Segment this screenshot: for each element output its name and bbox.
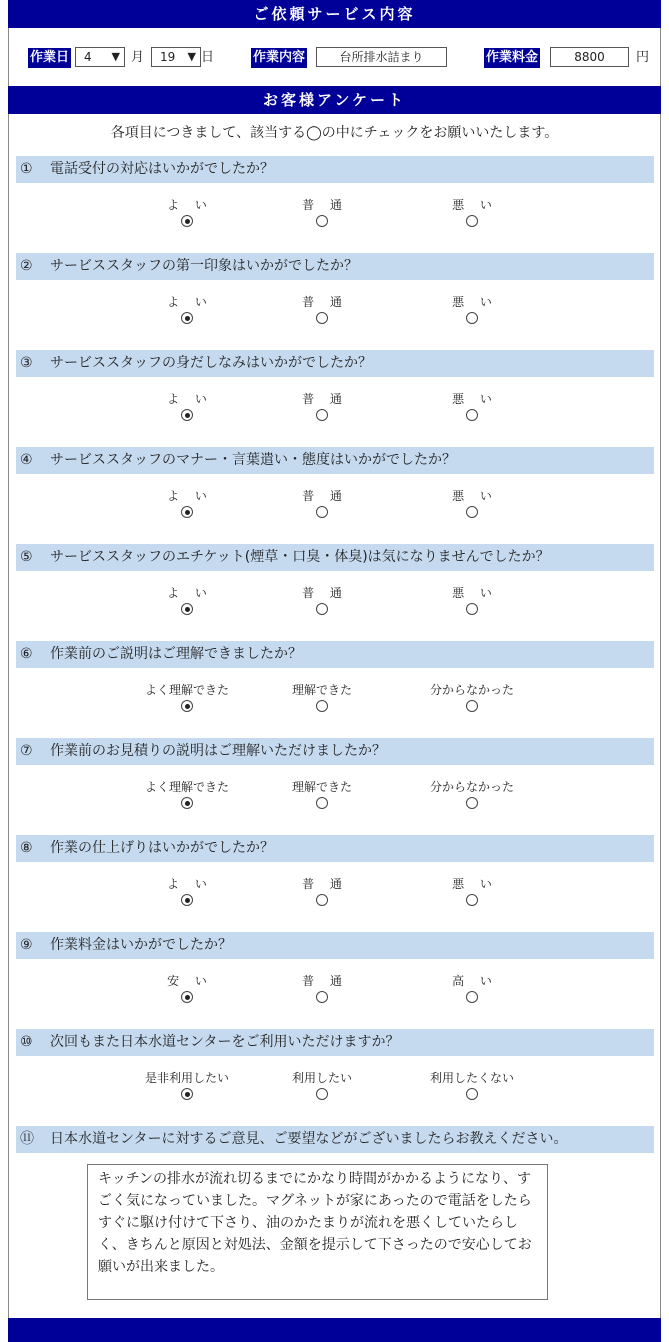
radio-button[interactable] <box>181 1088 193 1100</box>
answer-option <box>402 682 542 712</box>
question-number: ① <box>20 161 33 177</box>
option-label: 是非利用したい <box>144 1071 229 1085</box>
option-label: 普 通 <box>302 877 348 891</box>
answer-option <box>117 973 257 1003</box>
question-number: ⑥ <box>20 646 33 662</box>
option-label: 普 通 <box>302 198 348 212</box>
radio-button[interactable] <box>466 409 478 421</box>
question-3 <box>16 350 654 377</box>
question-number: ⑤ <box>20 549 33 565</box>
option-label: 普 通 <box>302 489 348 503</box>
service-row <box>8 28 661 86</box>
answer-option <box>402 876 542 906</box>
radio-button[interactable] <box>316 797 328 809</box>
radio-button[interactable] <box>316 409 328 421</box>
answer-option <box>117 682 257 712</box>
radio-button[interactable] <box>466 1088 478 1100</box>
option-label: よ い <box>167 877 213 891</box>
fee-label: 作業料金 <box>484 48 540 68</box>
option-label: よく理解できた <box>144 683 229 697</box>
option-label: 分からなかった <box>429 780 514 794</box>
radio-button[interactable] <box>466 797 478 809</box>
question-5 <box>16 544 654 571</box>
radio-button[interactable] <box>181 894 193 906</box>
answer-option <box>252 488 392 518</box>
answer-option <box>117 197 257 227</box>
answer-option <box>117 391 257 421</box>
answer-option <box>252 391 392 421</box>
answer-option <box>252 197 392 227</box>
radio-button[interactable] <box>181 700 193 712</box>
month-select[interactable] <box>75 47 125 67</box>
answer-option <box>252 1070 392 1100</box>
question-text: サービススタッフのエチケット(煙草・口臭・体臭)は気になりませんでしたか？ <box>50 549 550 565</box>
answer-option <box>117 488 257 518</box>
question-number: ⑪ <box>20 1131 34 1147</box>
radio-button[interactable] <box>466 991 478 1003</box>
option-label: 理解できた <box>291 780 352 794</box>
option-label: よ い <box>167 392 213 406</box>
answer-option <box>402 294 542 324</box>
content-label: 作業内容 <box>251 48 307 68</box>
question-text: サービススタッフの身だしなみはいかがでしたか？ <box>50 355 372 371</box>
question-text: 作業前のお見積りの説明はご理解いただけましたか？ <box>50 743 386 759</box>
question-4 <box>16 447 654 474</box>
option-label: 分からなかった <box>429 683 514 697</box>
answer-option <box>117 585 257 615</box>
radio-button[interactable] <box>181 506 193 518</box>
radio-button[interactable] <box>466 215 478 227</box>
answer-option <box>117 294 257 324</box>
radio-button[interactable] <box>316 1088 328 1100</box>
service-header: ご依頼サービス内容 <box>8 0 661 28</box>
option-label: 悪 い <box>452 295 498 309</box>
question-1 <box>16 156 654 183</box>
answer-option <box>402 1070 542 1100</box>
radio-button[interactable] <box>466 894 478 906</box>
answer-option <box>252 682 392 712</box>
date-label: 作業日 <box>28 48 71 68</box>
question-text: サービススタッフの第一印象はいかがでしたか？ <box>50 258 358 274</box>
option-label: 理解できた <box>291 683 352 697</box>
survey-intro: 各項目につきまして、該当する◯の中にチェックをお願いいたします。 <box>110 125 559 141</box>
option-label: 利用したくない <box>429 1071 514 1085</box>
question-text: 作業料金はいかがでしたか？ <box>50 937 232 953</box>
answer-option <box>117 1070 257 1100</box>
radio-button[interactable] <box>316 506 328 518</box>
footer-bar <box>8 1318 661 1342</box>
question-text: サービススタッフのマナー・言葉遣い・態度はいかがでしたか？ <box>50 452 456 468</box>
option-label: 普 通 <box>302 974 348 988</box>
option-label: よ い <box>167 198 213 212</box>
option-label: 普 通 <box>302 392 348 406</box>
radio-button[interactable] <box>316 894 328 906</box>
question-number: ⑨ <box>20 937 33 953</box>
option-label: よ い <box>167 489 213 503</box>
radio-button[interactable] <box>316 700 328 712</box>
answer-option <box>252 876 392 906</box>
answer-option <box>402 488 542 518</box>
question-text: 次回もまた日本水道センターをご利用いただけますか？ <box>50 1034 400 1050</box>
question-text: 作業前のご説明はご理解できましたか？ <box>50 646 302 662</box>
option-label: 悪 い <box>452 586 498 600</box>
radio-button[interactable] <box>181 409 193 421</box>
answer-option <box>402 779 542 809</box>
question-9 <box>16 932 654 959</box>
question-7 <box>16 738 654 765</box>
question-number: ⑧ <box>20 840 33 856</box>
day-unit: 日 <box>201 50 215 65</box>
day-value: 19 <box>160 50 176 64</box>
question-number: ⑩ <box>20 1034 33 1050</box>
content-field[interactable]: 台所排水詰まり <box>316 47 447 67</box>
answer-option <box>402 197 542 227</box>
radio-button[interactable] <box>316 215 328 227</box>
answer-option <box>117 876 257 906</box>
answer-option <box>402 585 542 615</box>
survey-header: お客様アンケート <box>8 86 661 114</box>
question-number: ④ <box>20 452 33 468</box>
answer-option <box>252 779 392 809</box>
radio-button[interactable] <box>181 215 193 227</box>
question-number: ⑦ <box>20 743 33 759</box>
radio-button[interactable] <box>316 991 328 1003</box>
option-label: 悪 い <box>452 392 498 406</box>
radio-button[interactable] <box>466 506 478 518</box>
question-6 <box>16 641 654 668</box>
question-number: ② <box>20 258 33 274</box>
option-label: 高 い <box>452 974 498 988</box>
question-11 <box>16 1126 654 1153</box>
question-number: ③ <box>20 355 33 371</box>
chevron-down-icon: ▼ <box>111 50 120 63</box>
chevron-down-icon: ▼ <box>187 50 196 63</box>
answer-option <box>402 391 542 421</box>
fee-unit: 円 <box>636 50 650 65</box>
radio-button[interactable] <box>316 603 328 615</box>
option-label: 悪 い <box>452 198 498 212</box>
option-label: 安 い <box>167 974 213 988</box>
option-label: 普 通 <box>302 295 348 309</box>
radio-button[interactable] <box>181 603 193 615</box>
question-text: 電話受付の対応はいかがでしたか？ <box>50 161 274 177</box>
option-label: 普 通 <box>302 586 348 600</box>
radio-button[interactable] <box>181 312 193 324</box>
question-8 <box>16 835 654 862</box>
comment-textarea[interactable]: キッチンの排水が流れ切るまでにかなり時間がかかるようになり、すごく気になっていました。マグネットが家にあったので電話をしたらすぐに駆け付けて下さり、油のかたまりが流れを悪くしていたらしく、きちんと原因と対処法、金額を提示して下さったので安心してお願いが出来ました。 <box>87 1164 548 1300</box>
radio-button[interactable] <box>316 312 328 324</box>
answer-option <box>252 294 392 324</box>
day-select[interactable] <box>151 47 201 67</box>
answer-option <box>117 779 257 809</box>
option-label: よ い <box>167 586 213 600</box>
month-value: 4 <box>84 50 92 64</box>
option-label: 利用したい <box>291 1071 352 1085</box>
radio-button[interactable] <box>466 603 478 615</box>
radio-button[interactable] <box>181 797 193 809</box>
question-10 <box>16 1029 654 1056</box>
radio-button[interactable] <box>466 312 478 324</box>
answer-option <box>402 973 542 1003</box>
month-unit: 月 <box>131 50 145 65</box>
radio-button[interactable] <box>181 991 193 1003</box>
question-text: 作業の仕上げりはいかがでしたか？ <box>50 840 274 856</box>
option-label: 悪 い <box>452 877 498 891</box>
answer-option <box>252 585 392 615</box>
question-text: 日本水道センターに対するご意見、ご要望などがございましたらお教えください。 <box>50 1131 568 1147</box>
radio-button[interactable] <box>466 700 478 712</box>
option-label: よ い <box>167 295 213 309</box>
option-label: よく理解できた <box>144 780 229 794</box>
question-2 <box>16 253 654 280</box>
option-label: 悪 い <box>452 489 498 503</box>
fee-field[interactable]: 8800 <box>550 47 629 67</box>
answer-option <box>252 973 392 1003</box>
